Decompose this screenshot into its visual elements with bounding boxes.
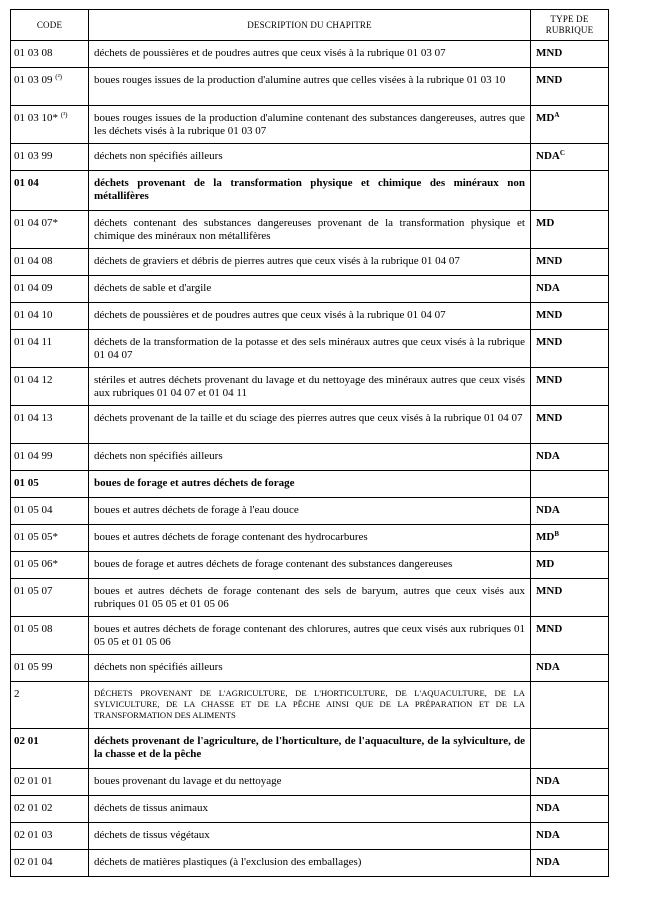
code-text: 02 01 bbox=[14, 735, 39, 747]
cell-type bbox=[531, 655, 609, 682]
cell-type bbox=[531, 498, 609, 525]
cell-type bbox=[531, 106, 609, 144]
cell-description: boues provenant du lavage et du nettoyage bbox=[89, 769, 531, 796]
type-footnote: B bbox=[554, 530, 559, 538]
cell-type bbox=[531, 330, 609, 368]
cell-description: stériles et autres déchets provenant du lavage et du nettoyage des minéraux autres que ceux visés aux rubriques 01 04 07 et 01 04 11 bbox=[89, 368, 531, 406]
header-code: CODE bbox=[11, 10, 89, 41]
header-type-line2: RUBRIQUE bbox=[545, 25, 594, 35]
cell-code bbox=[11, 276, 89, 303]
type-text: MD bbox=[536, 217, 555, 229]
cell-description: déchets de tissus végétaux bbox=[89, 823, 531, 850]
code-text: 01 05 04 bbox=[14, 504, 53, 516]
table-row bbox=[11, 769, 609, 796]
cell-description: DÉCHETS PROVENANT DE L'AGRICULTURE, DE L'HORTICULTURE, DE L'AQUACULTURE, DE LA SYLVICULTURE, DE LA CHASSE ET DE LA PÊCHE AINSI QUE DE LA PRÉPARATION ET DE LA TRANSFORMATION DES ALIMENTS bbox=[89, 682, 531, 729]
cell-type bbox=[531, 211, 609, 249]
cell-description: déchets de la transformation de la potasse et des sels minéraux autres que ceux visés à la rubrique 01 04 07 bbox=[89, 330, 531, 368]
table-row bbox=[11, 444, 609, 471]
cell-type bbox=[531, 406, 609, 444]
code-text: 01 05 08 bbox=[14, 623, 53, 635]
cell-code bbox=[11, 444, 89, 471]
code-text: 01 03 08 bbox=[14, 47, 53, 59]
cell-type bbox=[531, 552, 609, 579]
cell-type bbox=[531, 471, 609, 498]
cell-description: déchets de tissus animaux bbox=[89, 796, 531, 823]
cell-code bbox=[11, 729, 89, 769]
table-row bbox=[11, 471, 609, 498]
type-text: MND bbox=[536, 47, 563, 59]
header-type-line1: TYPE DE bbox=[550, 14, 589, 24]
cell-code bbox=[11, 68, 89, 106]
cell-type bbox=[531, 41, 609, 68]
cell-code bbox=[11, 144, 89, 171]
table-body bbox=[11, 41, 609, 877]
code-text: 01 05 06* bbox=[14, 558, 58, 570]
table-row bbox=[11, 729, 609, 769]
type-text: NDA bbox=[536, 829, 560, 841]
cell-description: boues rouges issues de la production d'alumine contenant des substances dangereuses, autres que les déchets visés à la rubrique 01 03 07 bbox=[89, 106, 531, 144]
cell-description: déchets non spécifiés ailleurs bbox=[89, 655, 531, 682]
cell-code bbox=[11, 682, 89, 729]
cell-code bbox=[11, 330, 89, 368]
cell-type bbox=[531, 444, 609, 471]
cell-type bbox=[531, 850, 609, 877]
table-row bbox=[11, 276, 609, 303]
table-row bbox=[11, 406, 609, 444]
table-row bbox=[11, 330, 609, 368]
code-text: 01 04 11 bbox=[14, 336, 53, 348]
code-text: 01 04 10 bbox=[14, 309, 53, 321]
cell-code bbox=[11, 498, 89, 525]
type-text: NDA bbox=[536, 150, 560, 162]
cell-type bbox=[531, 171, 609, 211]
cell-type bbox=[531, 368, 609, 406]
table-row bbox=[11, 655, 609, 682]
table-row bbox=[11, 171, 609, 211]
code-text: 01 04 08 bbox=[14, 255, 53, 267]
cell-description: déchets de poussières et de poudres autres que ceux visés à la rubrique 01 04 07 bbox=[89, 303, 531, 330]
code-text: 01 05 05* bbox=[14, 531, 58, 543]
table-row bbox=[11, 682, 609, 729]
table-row bbox=[11, 796, 609, 823]
table-row bbox=[11, 617, 609, 655]
table-row bbox=[11, 850, 609, 877]
table-row bbox=[11, 68, 609, 106]
code-text: 01 03 10* bbox=[14, 112, 58, 124]
cell-code bbox=[11, 579, 89, 617]
type-text: NDA bbox=[536, 282, 560, 294]
type-text: MND bbox=[536, 74, 563, 86]
cell-type bbox=[531, 769, 609, 796]
type-text: MND bbox=[536, 336, 563, 348]
code-text: 01 03 99 bbox=[14, 150, 53, 162]
type-text: NDA bbox=[536, 504, 560, 516]
cell-type bbox=[531, 144, 609, 171]
table-row bbox=[11, 552, 609, 579]
code-text: 01 04 bbox=[14, 177, 39, 189]
cell-description: déchets provenant de la transformation physique et chimique des minéraux non métallifères bbox=[89, 171, 531, 211]
type-text: NDA bbox=[536, 802, 560, 814]
cell-type bbox=[531, 796, 609, 823]
cell-code bbox=[11, 249, 89, 276]
type-footnote: A bbox=[554, 111, 560, 119]
header-type bbox=[531, 10, 609, 41]
cell-description: déchets de graviers et débris de pierres autres que ceux visés à la rubrique 01 04 07 bbox=[89, 249, 531, 276]
cell-type bbox=[531, 617, 609, 655]
cell-description: boues et autres déchets de forage contenant des chlorures, autres que ceux visés aux rubriques 01 05 05 et 01 05 06 bbox=[89, 617, 531, 655]
code-text: 02 01 03 bbox=[14, 829, 53, 841]
type-text: MD bbox=[536, 531, 555, 543]
cell-description: boues rouges issues de la production d'alumine autres que celles visées à la rubrique 01 03 10 bbox=[89, 68, 531, 106]
cell-code bbox=[11, 41, 89, 68]
code-footnote: (²) bbox=[55, 73, 63, 81]
table-row bbox=[11, 823, 609, 850]
cell-description: déchets de poussières et de poudres autres que ceux visés à la rubrique 01 03 07 bbox=[89, 41, 531, 68]
code-footnote: (³) bbox=[60, 111, 68, 119]
type-text: MND bbox=[536, 374, 563, 386]
cell-description: déchets de matières plastiques (à l'exclusion des emballages) bbox=[89, 850, 531, 877]
code-text: 01 04 09 bbox=[14, 282, 53, 294]
code-text: 02 01 01 bbox=[14, 775, 53, 787]
cell-type bbox=[531, 525, 609, 552]
cell-code bbox=[11, 171, 89, 211]
code-text: 01 05 bbox=[14, 477, 39, 489]
cell-description: boues et autres déchets de forage à l'eau douce bbox=[89, 498, 531, 525]
waste-code-table bbox=[10, 9, 609, 877]
table-row bbox=[11, 525, 609, 552]
type-text: MD bbox=[536, 558, 555, 570]
table-row bbox=[11, 368, 609, 406]
code-text: 01 04 99 bbox=[14, 450, 53, 462]
cell-code bbox=[11, 525, 89, 552]
cell-type bbox=[531, 303, 609, 330]
cell-code bbox=[11, 211, 89, 249]
cell-code bbox=[11, 655, 89, 682]
type-footnote: C bbox=[559, 149, 565, 157]
type-text: MND bbox=[536, 255, 563, 267]
cell-code bbox=[11, 471, 89, 498]
type-text: MND bbox=[536, 585, 563, 597]
waste-code-table-container bbox=[10, 9, 608, 877]
cell-code bbox=[11, 617, 89, 655]
table-row bbox=[11, 106, 609, 144]
cell-description: boues et autres déchets de forage contenant des sels de baryum, autres que ceux visés aux rubriques 01 05 05 et 01 05 06 bbox=[89, 579, 531, 617]
cell-code bbox=[11, 406, 89, 444]
type-text: NDA bbox=[536, 661, 560, 673]
table-row bbox=[11, 211, 609, 249]
cell-description: boues et autres déchets de forage contenant des hydrocarbures bbox=[89, 525, 531, 552]
cell-description: déchets de sable et d'argile bbox=[89, 276, 531, 303]
cell-code bbox=[11, 796, 89, 823]
code-text: 01 04 12 bbox=[14, 374, 53, 386]
cell-type bbox=[531, 276, 609, 303]
type-text: NDA bbox=[536, 450, 560, 462]
table-row bbox=[11, 41, 609, 68]
header-description: DESCRIPTION DU CHAPITRE bbox=[89, 10, 531, 41]
code-text: 2 bbox=[14, 688, 20, 700]
cell-description: déchets contenant des substances dangereuses provenant de la transformation physique et chimique des minéraux non métallifères bbox=[89, 211, 531, 249]
code-text: 02 01 04 bbox=[14, 856, 53, 868]
table-header-row bbox=[11, 10, 609, 41]
code-text: 01 04 07* bbox=[14, 217, 58, 229]
cell-code bbox=[11, 368, 89, 406]
cell-description: boues de forage et autres déchets de forage contenant des substances dangereuses bbox=[89, 552, 531, 579]
cell-type bbox=[531, 249, 609, 276]
code-text: 01 03 09 bbox=[14, 74, 53, 86]
code-text: 02 01 02 bbox=[14, 802, 53, 814]
cell-type bbox=[531, 68, 609, 106]
code-text: 01 05 99 bbox=[14, 661, 53, 673]
cell-code bbox=[11, 552, 89, 579]
table-row bbox=[11, 144, 609, 171]
cell-type bbox=[531, 682, 609, 729]
code-text: 01 05 07 bbox=[14, 585, 53, 597]
table-row bbox=[11, 498, 609, 525]
type-text: NDA bbox=[536, 775, 560, 787]
code-text: 01 04 13 bbox=[14, 412, 53, 424]
cell-description: déchets provenant de la taille et du sciage des pierres autres que ceux visés à la rubrique 01 04 07 bbox=[89, 406, 531, 444]
cell-type bbox=[531, 823, 609, 850]
type-text: NDA bbox=[536, 856, 560, 868]
table-row bbox=[11, 249, 609, 276]
type-text: MND bbox=[536, 309, 563, 321]
cell-description: boues de forage et autres déchets de forage bbox=[89, 471, 531, 498]
table-row bbox=[11, 579, 609, 617]
cell-description: déchets non spécifiés ailleurs bbox=[89, 144, 531, 171]
table-row bbox=[11, 303, 609, 330]
cell-code bbox=[11, 850, 89, 877]
type-text: MND bbox=[536, 412, 563, 424]
type-text: MND bbox=[536, 623, 563, 635]
cell-code bbox=[11, 303, 89, 330]
cell-type bbox=[531, 579, 609, 617]
cell-description: déchets provenant de l'agriculture, de l'horticulture, de l'aquaculture, de la sylviculture, de la chasse et de la pêche bbox=[89, 729, 531, 769]
cell-type bbox=[531, 729, 609, 769]
type-text: MD bbox=[536, 112, 555, 124]
cell-description: déchets non spécifiés ailleurs bbox=[89, 444, 531, 471]
cell-code bbox=[11, 106, 89, 144]
cell-code bbox=[11, 823, 89, 850]
cell-code bbox=[11, 769, 89, 796]
